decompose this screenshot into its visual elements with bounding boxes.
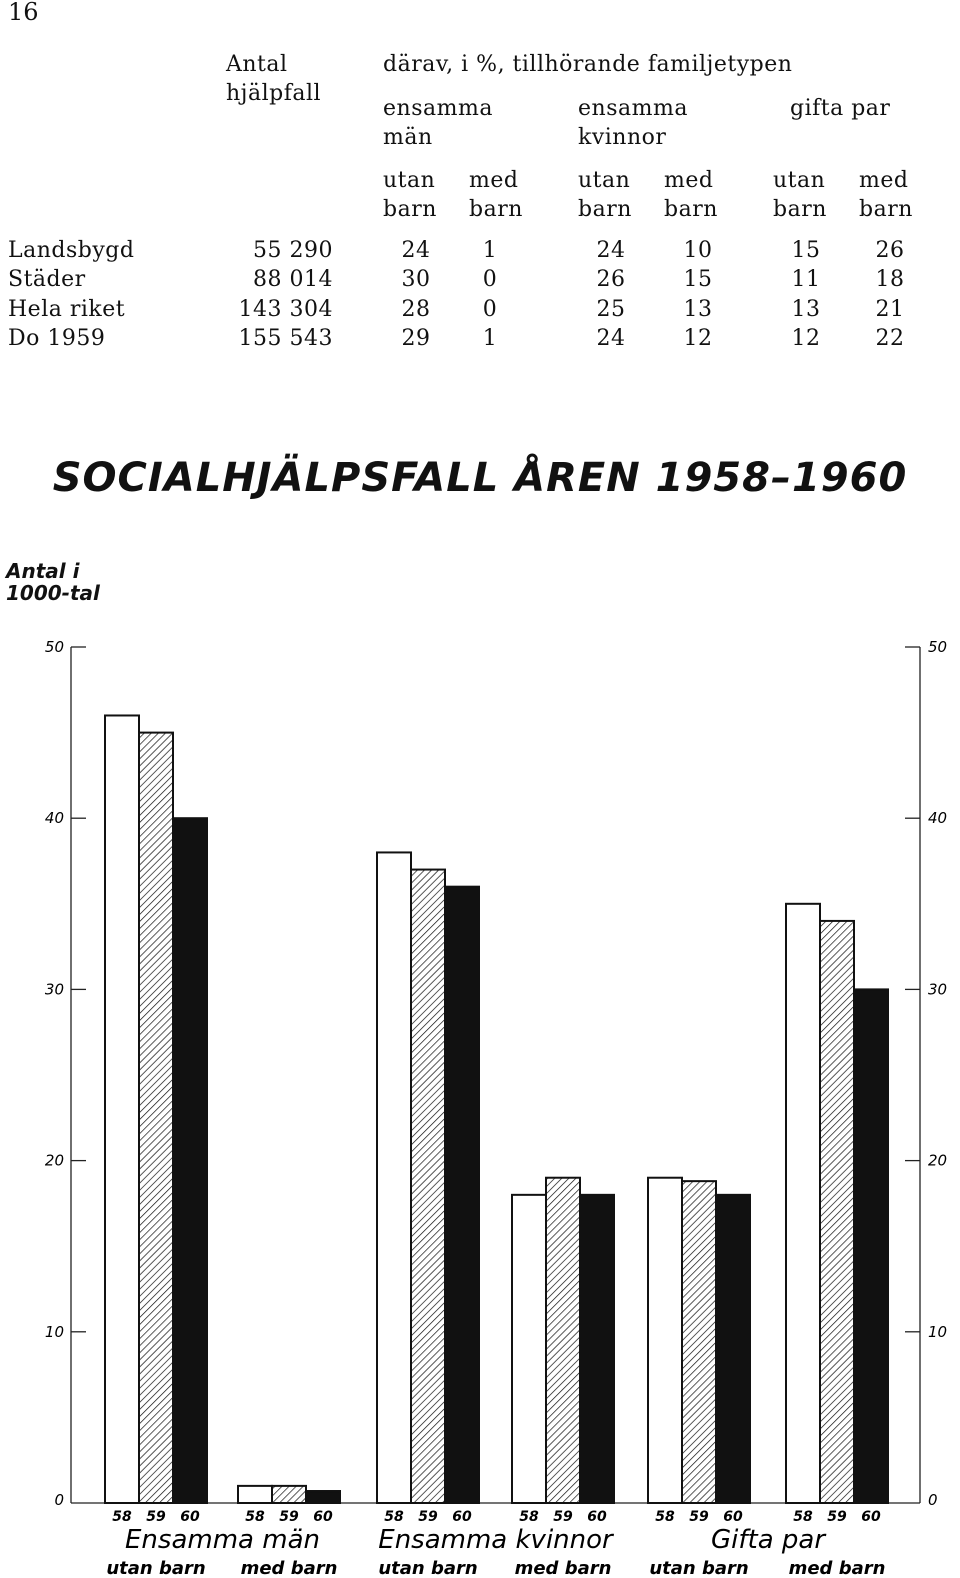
row-value: 24 (401, 238, 431, 263)
y-tick-label-right: 0 (928, 1491, 938, 1509)
year-label: 60 (723, 1509, 743, 1525)
bar (139, 733, 173, 1503)
row-count: 88 014 (253, 267, 333, 292)
year-label: 59 (146, 1509, 166, 1525)
sub-header: med barn (664, 168, 718, 222)
row-value: 24 (596, 238, 626, 263)
y-tick-label-left: 20 (44, 1151, 64, 1170)
bar (238, 1486, 272, 1503)
category-sub-label: utan barn (106, 1558, 206, 1578)
row-label: Hela riket (8, 297, 126, 322)
y-tick-label-left: 10 (44, 1322, 64, 1341)
row-value: 1 (482, 238, 498, 263)
category-sub-label: utan barn (649, 1558, 749, 1578)
group-header-ensamma-kvinnor: ensamma kvinnor (578, 96, 688, 150)
year-label: 59 (689, 1509, 709, 1525)
bar (580, 1195, 614, 1503)
year-label: 58 (112, 1509, 132, 1525)
row-label: Städer (8, 267, 86, 292)
row-value: 30 (401, 267, 431, 292)
sub-header: utan barn (578, 168, 632, 222)
row-value: 18 (875, 267, 905, 292)
row-value: 25 (596, 297, 626, 322)
row-value: 13 (791, 297, 821, 322)
year-label: 60 (452, 1509, 472, 1525)
group-label: Ensamma kvinnor (378, 1525, 613, 1555)
bar (546, 1178, 580, 1503)
y-tick-label-left: 40 (44, 809, 64, 828)
bar (820, 921, 854, 1503)
row-value: 24 (596, 326, 626, 351)
sub-header: utan barn (773, 168, 827, 222)
category-sub-label: med barn (788, 1558, 886, 1578)
count-header: Antal hjälpfall (226, 52, 322, 106)
category-sub-label: utan barn (378, 1558, 478, 1578)
bar (512, 1195, 546, 1503)
year-label: 58 (384, 1509, 404, 1525)
year-label: 59 (279, 1509, 299, 1525)
year-label: 60 (180, 1509, 200, 1525)
row-label: Do 1959 (8, 326, 106, 351)
chart-title: SOCIALHJÄLPSFALL ÅREN 1958–1960 (52, 455, 908, 501)
row-value: 26 (596, 267, 626, 292)
row-count: 55 290 (253, 238, 333, 263)
y-tick-label-right: 40 (928, 809, 948, 828)
bar (648, 1178, 682, 1503)
group-label: Ensamma män (125, 1525, 320, 1555)
category-sub-label: med barn (240, 1558, 338, 1578)
row-value: 12 (791, 326, 821, 351)
y-tick-label-right: 50 (928, 638, 948, 656)
bar (716, 1195, 750, 1503)
bar (377, 852, 411, 1503)
sub-header: med barn (469, 168, 523, 222)
bar (105, 715, 139, 1503)
year-label: 58 (519, 1509, 539, 1525)
row-value: 1 (482, 326, 498, 351)
year-label: 58 (245, 1509, 265, 1525)
bar (411, 870, 445, 1503)
table-caption: därav, i %, tillhörande familjetypen (383, 52, 793, 77)
y-tick-label-right: 30 (928, 980, 948, 999)
y-tick-label-left: 0 (54, 1491, 64, 1509)
row-value: 11 (791, 267, 821, 292)
year-label: 60 (587, 1509, 607, 1525)
row-value: 15 (791, 238, 821, 263)
row-value: 15 (683, 267, 713, 292)
row-value: 12 (683, 326, 713, 351)
year-label: 59 (827, 1509, 847, 1525)
row-value: 13 (683, 297, 713, 322)
y-axis-unit: Antal i 1000-tal (6, 559, 100, 605)
year-label: 58 (793, 1509, 813, 1525)
year-label: 58 (655, 1509, 675, 1525)
page-number: 16 (8, 0, 39, 26)
y-tick-label-left: 30 (44, 980, 64, 999)
row-value: 28 (401, 297, 431, 322)
bar (306, 1491, 340, 1503)
row-value: 10 (683, 238, 713, 263)
row-value: 26 (875, 238, 905, 263)
category-sub-label: med barn (514, 1558, 612, 1578)
group-header-gifta-par: gifta par (790, 96, 891, 121)
bar (173, 818, 207, 1503)
group-label: Gifta par (710, 1525, 826, 1555)
bar (445, 887, 479, 1503)
y-tick-label-right: 10 (928, 1322, 948, 1341)
row-label: Landsbygd (8, 238, 135, 263)
bar (786, 904, 820, 1503)
sub-header: utan barn (383, 168, 437, 222)
year-label: 60 (313, 1509, 333, 1525)
row-value: 29 (401, 326, 431, 351)
bar (854, 989, 888, 1503)
y-tick-label-left: 50 (44, 638, 64, 656)
row-value: 21 (875, 297, 905, 322)
row-value: 22 (875, 326, 905, 351)
bar (272, 1486, 306, 1503)
year-label: 59 (553, 1509, 573, 1525)
row-value: 0 (482, 297, 498, 322)
row-value: 0 (482, 267, 498, 292)
year-label: 59 (418, 1509, 438, 1525)
year-label: 60 (861, 1509, 881, 1525)
y-tick-label-right: 20 (928, 1151, 948, 1170)
row-count: 155 543 (238, 326, 333, 351)
bar (682, 1181, 716, 1503)
group-header-ensamma-man: ensamma män (383, 96, 493, 150)
row-count: 143 304 (238, 297, 333, 322)
sub-header: med barn (859, 168, 913, 222)
